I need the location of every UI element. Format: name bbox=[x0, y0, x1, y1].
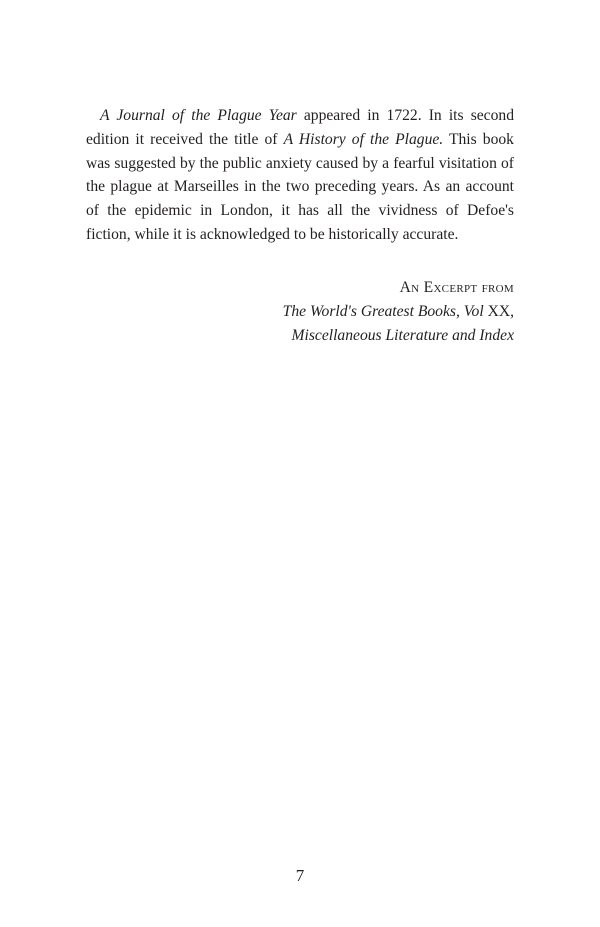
page-number: 7 bbox=[295, 866, 305, 885]
intro-paragraph bbox=[86, 104, 514, 247]
source-title: The World's Greatest Books, Vol bbox=[282, 302, 484, 320]
attribution-source-line bbox=[283, 300, 514, 324]
attribution-subtitle-line bbox=[283, 324, 514, 348]
paragraph-text-1: appeared in 1722. In its second edition it received the title of bbox=[86, 107, 514, 148]
book-title: A Journal of the Plague Year bbox=[100, 107, 297, 124]
paragraph-text-2: This book was suggested by the public anxiety caused by a fearful visitation of the plague at Marseilles in the two preceding years. As an account of the epidemic in London, it has all the vividness of Defoe's fiction, while it is acknowledged to be historically accurate. bbox=[86, 130, 514, 243]
source-subtitle: Miscellaneous Literature and Index bbox=[291, 326, 514, 344]
source-attribution bbox=[283, 276, 514, 347]
alternate-title: A History of the Plague. bbox=[283, 130, 444, 148]
attribution-heading: An Excerpt from bbox=[399, 279, 514, 296]
source-volume: XX, bbox=[483, 302, 514, 320]
